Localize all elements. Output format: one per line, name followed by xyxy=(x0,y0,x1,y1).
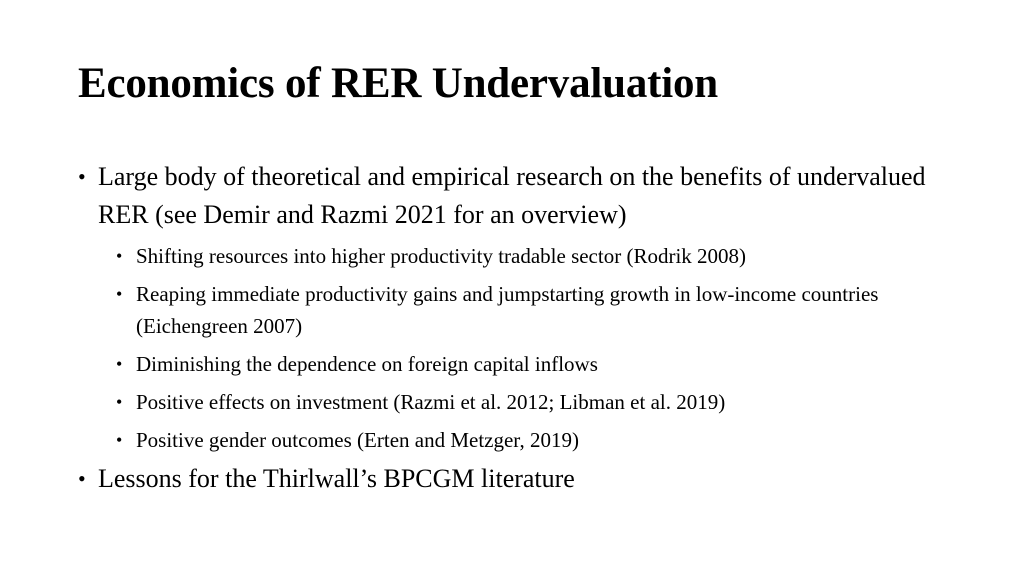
sub-bullet-text: Reaping immediate productivity gains and jumpstarting growth in low-income countries (Eichengreen 2007) xyxy=(136,282,879,338)
slide-body xyxy=(78,158,978,498)
bullet-icon: • xyxy=(78,164,86,189)
sub-bullet-list xyxy=(78,240,978,456)
bullet-list xyxy=(78,158,978,498)
bullet-icon: • xyxy=(116,354,123,374)
bullet-item-lessons xyxy=(78,460,978,498)
sub-bullet-item xyxy=(78,386,978,418)
sub-bullet-item xyxy=(78,424,978,456)
bullet-icon: • xyxy=(78,466,86,491)
sub-bullet-text: Shifting resources into higher productivity tradable sector (Rodrik 2008) xyxy=(136,244,747,268)
bullet-item-research xyxy=(78,158,978,456)
sub-bullet-text: Positive effects on investment (Razmi et al. 2012; Libman et al. 2019) xyxy=(136,390,726,414)
slide-title: Economics of RER Undervaluation xyxy=(78,60,719,107)
bullet-icon: • xyxy=(116,284,123,304)
sub-bullet-item xyxy=(78,348,978,380)
sub-bullet-text: Positive gender outcomes (Erten and Metzger, 2019) xyxy=(136,428,579,452)
sub-bullet-item xyxy=(78,240,978,272)
bullet-icon: • xyxy=(116,246,123,266)
bullet-text: Lessons for the Thirlwall’s BPCGM literature xyxy=(98,464,575,493)
bullet-icon: • xyxy=(116,392,123,412)
bullet-icon: • xyxy=(116,430,123,450)
bullet-text: Large body of theoretical and empirical research on the benefits of undervalued RER (see Demir and Razmi 2021 for an overview) xyxy=(98,162,926,229)
sub-bullet-text: Diminishing the dependence on foreign capital inflows xyxy=(136,352,598,376)
sub-bullet-item xyxy=(78,278,978,342)
